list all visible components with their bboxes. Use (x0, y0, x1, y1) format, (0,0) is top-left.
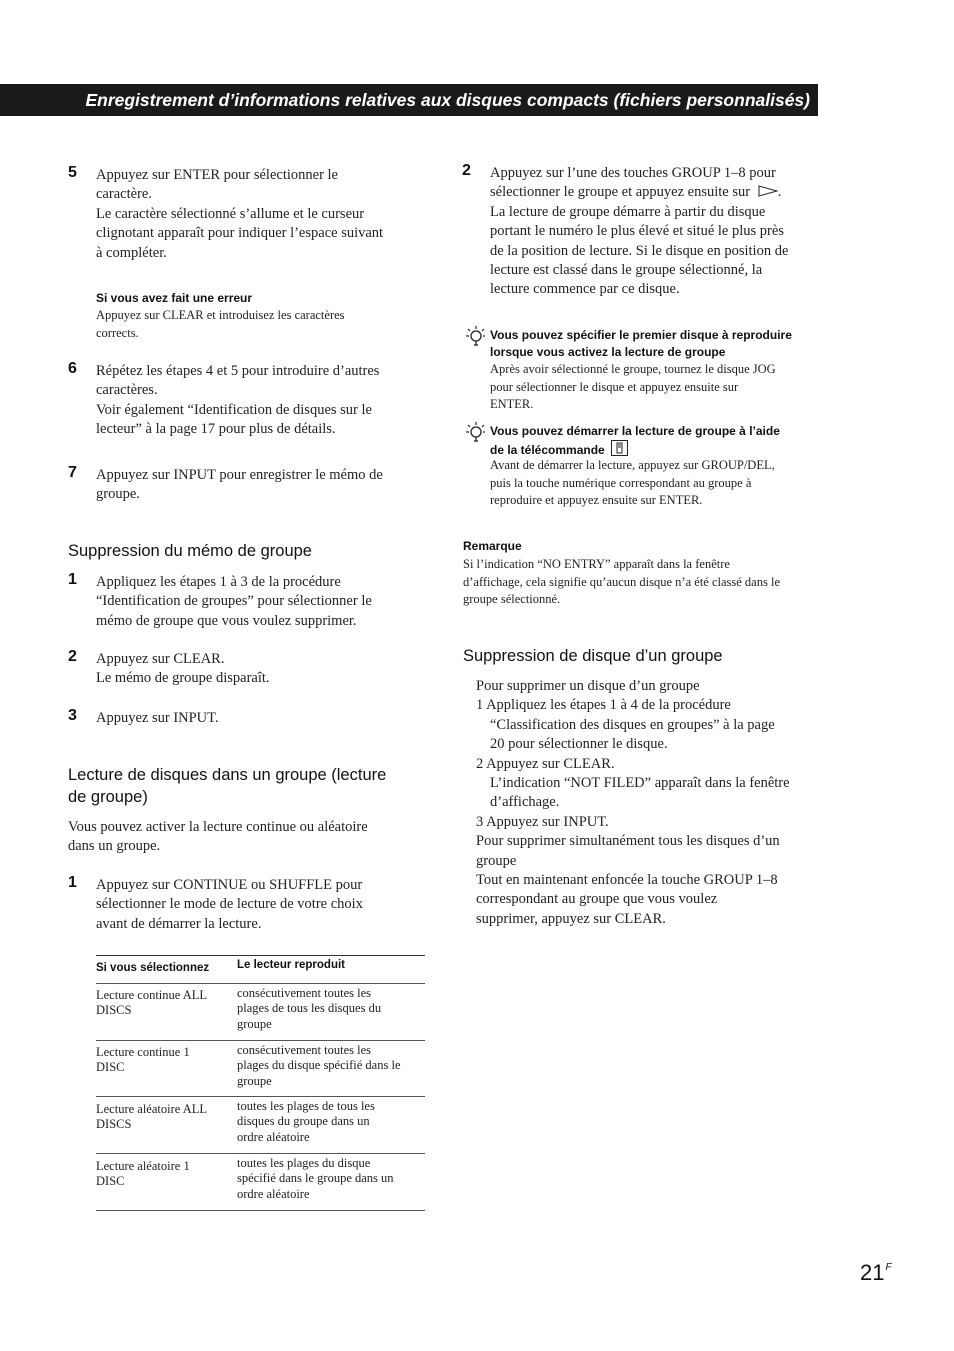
text-fragment: de la télécommande (490, 443, 605, 457)
table-cell-mode (96, 988, 207, 1019)
tip-title (490, 423, 780, 459)
text-line: La lecture de groupe démarre à partir du disque (490, 203, 766, 220)
table-rule (96, 1096, 425, 1097)
header-bar (0, 84, 818, 116)
text-line: Pour supprimer un disque d’un groupe (476, 678, 700, 694)
cell-line: plages de tous les disques du (237, 1001, 382, 1016)
cell-line: consécutivement toutes les (237, 1043, 371, 1057)
text-line: Appuyez sur INPUT. (96, 710, 219, 726)
step-number: 1 (68, 571, 77, 588)
text-line: Le caractère sélectionné s’allume et le curseur (96, 205, 365, 222)
text-line: Le mémo de groupe disparaît. (96, 670, 270, 687)
selection-table (96, 955, 425, 1213)
cell-line: DISCS (96, 1003, 132, 1018)
text-line: 20 pour sélectionner le disque. (490, 736, 668, 753)
step-text (96, 362, 379, 440)
step-number: 5 (68, 164, 77, 181)
text-line: supprimer, appuyez sur CLEAR. (476, 910, 666, 927)
text-line: Après avoir sélectionné le groupe, tournez le disque JOG (490, 362, 776, 376)
text-line: corrects. (96, 325, 139, 340)
cell-line: Lecture continue 1 (96, 1045, 190, 1059)
text-line: 2 Appuyez sur CLEAR. (476, 755, 615, 772)
text-line: Vous pouvez spécifier le premier disque à reproduire (490, 328, 792, 342)
section-heading (68, 764, 386, 808)
text-line: Tout en maintenant enfoncée la touche GROUP 1–8 (476, 872, 778, 889)
table-rule (96, 1153, 425, 1154)
text-line: pour sélectionner le disque et appuyez ensuite sur (490, 379, 739, 394)
step-number: 2 (462, 162, 471, 179)
cell-line: consécutivement toutes les (237, 986, 371, 1000)
table-cell-mode (96, 1159, 190, 1190)
text-line: Appuyez sur CLEAR et introduisez les caractères (96, 308, 345, 322)
cell-line: groupe (237, 1073, 272, 1088)
text-line: lecture est classé dans le groupe sélectionné, la (490, 262, 763, 279)
remark-title: Remarque (463, 539, 522, 553)
text-line: lecture commence par ce disque. (490, 281, 680, 298)
table-cell-result (237, 1043, 401, 1089)
cell-line: toutes les plages du disque (237, 1156, 371, 1170)
text-line (490, 183, 788, 202)
page-title: Enregistrement d’informations relatives aux disques compacts (fichiers personnalisés) (85, 90, 810, 110)
text-line: Appuyez sur CONTINUE ou SHUFFLE pour (96, 877, 363, 893)
text-line: de la position de lecture. Si le disque en position de (490, 242, 789, 259)
table-cell-result (237, 1156, 394, 1202)
section-heading: Suppression du mémo de groupe (68, 542, 312, 560)
section-text (476, 677, 790, 929)
lightbulb-icon (465, 325, 485, 347)
cell-line: plages du disque spécifié dans le (237, 1058, 401, 1073)
tip-text (490, 361, 776, 414)
step-number: 1 (68, 874, 77, 891)
step-number: 3 (68, 707, 77, 724)
text-line: L’indication “NOT FILED” apparaît dans la fenêtre (490, 775, 790, 792)
cell-line: Lecture continue ALL (96, 988, 208, 1002)
text-line: Appuyez sur l’une des touches GROUP 1–8 pour (490, 165, 776, 181)
step-text (96, 876, 363, 934)
text-line: Vous pouvez activer la lecture continue ou aléatoire (68, 819, 368, 835)
text-line: 1 Appliquez les étapes 1 à 4 de la procédure (476, 697, 731, 714)
table-rule (96, 983, 425, 984)
table-cell-mode (96, 1102, 207, 1133)
play-icon (758, 185, 778, 197)
text-line: Appliquez les étapes 1 à 3 de la procédure (96, 574, 341, 590)
lightbulb-icon (465, 421, 485, 443)
note-title: Si vous avez fait une erreur (96, 291, 253, 305)
text-line: clignotant apparaît pour indiquer l’espace suivant (96, 225, 384, 242)
text-line: Si l’indication “NO ENTRY” apparaît dans la fenêtre (463, 557, 730, 571)
page-number-suffix: F (885, 1262, 892, 1273)
note-text (96, 307, 345, 342)
table-rule (96, 1040, 425, 1041)
step-number: 7 (68, 464, 77, 481)
text-fragment: . (777, 184, 782, 201)
text-line: “Identification de groupes” pour sélectionner le (96, 593, 372, 610)
text-line: d’affichage. (490, 794, 560, 811)
heading-line: Lecture de disques dans un groupe (lecture (68, 766, 387, 784)
text-line: Appuyez sur ENTER pour sélectionner le (96, 167, 338, 183)
text-line: Avant de démarrer la lecture, appuyez sur GROUP/DEL, (490, 458, 775, 472)
text-line: reproduire et appuyez ensuite sur ENTER. (490, 493, 703, 507)
step-text (490, 164, 788, 300)
text-line: Répétez les étapes 4 et 5 pour introduire d’autres (96, 363, 380, 379)
cell-line: ordre aléatoire (237, 1129, 310, 1144)
tip-text (490, 457, 775, 510)
table-rule (96, 1210, 425, 1211)
cell-line: Lecture aléatoire ALL (96, 1102, 208, 1116)
cell-line: groupe (237, 1016, 272, 1031)
table-cell-result (237, 986, 381, 1032)
table-cell-mode (96, 1045, 190, 1076)
step-text (96, 466, 383, 505)
text-line: à compléter. (96, 244, 167, 261)
step-text (96, 709, 219, 728)
cell-line: DISC (96, 1060, 125, 1075)
step-text (96, 573, 372, 631)
text-line: Vous pouvez démarrer la lecture de groupe à l’aide (490, 424, 780, 438)
text-fragment: sélectionner le groupe et appuyez ensuite sur (490, 184, 751, 201)
remote-control-icon (611, 440, 628, 456)
text-line: Voir également “Identification de disques sur le (96, 401, 372, 418)
cell-line: spécifié dans le groupe dans un (237, 1171, 394, 1186)
cell-line: Lecture aléatoire 1 (96, 1159, 190, 1173)
table-rule (96, 955, 425, 956)
cell-line: ordre aléatoire (237, 1186, 310, 1201)
text-line: Appuyez sur INPUT pour enregistrer le mémo de (96, 467, 383, 483)
cell-line: DISC (96, 1174, 125, 1189)
text-line: groupe (476, 852, 517, 869)
table-header-col2: Le lecteur reproduit (237, 959, 345, 971)
step-text (96, 650, 270, 689)
text-line: “Classification des disques en groupes” à la page (490, 716, 775, 733)
cell-line: DISCS (96, 1117, 132, 1132)
step-number: 2 (68, 648, 77, 665)
text-line: d’affichage, cela signifie qu’aucun disque n’a été classé dans le (463, 574, 780, 589)
heading-line: de groupe) (68, 788, 148, 806)
text-line: 3 Appuyez sur INPUT. (476, 813, 609, 830)
text-line: groupe. (96, 486, 140, 503)
text-line: caractère. (96, 186, 152, 203)
text-line: puis la touche numérique correspondant au groupe à (490, 475, 752, 490)
text-line: dans un groupe. (68, 838, 161, 855)
tip-title (490, 327, 792, 361)
text-line: groupe sélectionné. (463, 592, 561, 606)
text-line: correspondant au groupe que vous voulez (476, 891, 718, 908)
page-number (860, 1260, 892, 1286)
cell-line: disques du groupe dans un (237, 1114, 370, 1129)
remark-text (463, 556, 780, 609)
text-line: portant le numéro le plus élevé et situé le plus près (490, 223, 784, 240)
table-header-col1: Si vous sélectionnez (96, 962, 210, 974)
page-number-value: 21 (860, 1260, 885, 1285)
text-line: caractères. (96, 382, 158, 399)
step-number: 6 (68, 360, 77, 377)
section-heading: Suppression de disque d’un groupe (463, 647, 723, 665)
text-line: mémo de groupe que vous voulez supprimer. (96, 612, 357, 629)
text-line: lorsque vous activez la lecture de groupe (490, 345, 726, 359)
text-line: sélectionner le mode de lecture de votre choix (96, 896, 363, 913)
text-line: Appuyez sur CLEAR. (96, 651, 225, 667)
text-line: ENTER. (490, 397, 534, 411)
table-cell-result (237, 1099, 375, 1145)
step-text (96, 166, 383, 263)
cell-line: toutes les plages de tous les (237, 1099, 375, 1113)
text-line: lecteur” à la page 17 pour plus de détails. (96, 421, 336, 438)
text-line: avant de démarrer la lecture. (96, 915, 262, 932)
intro-text (68, 818, 368, 857)
text-line: Pour supprimer simultanément tous les disques d’un (476, 833, 780, 850)
